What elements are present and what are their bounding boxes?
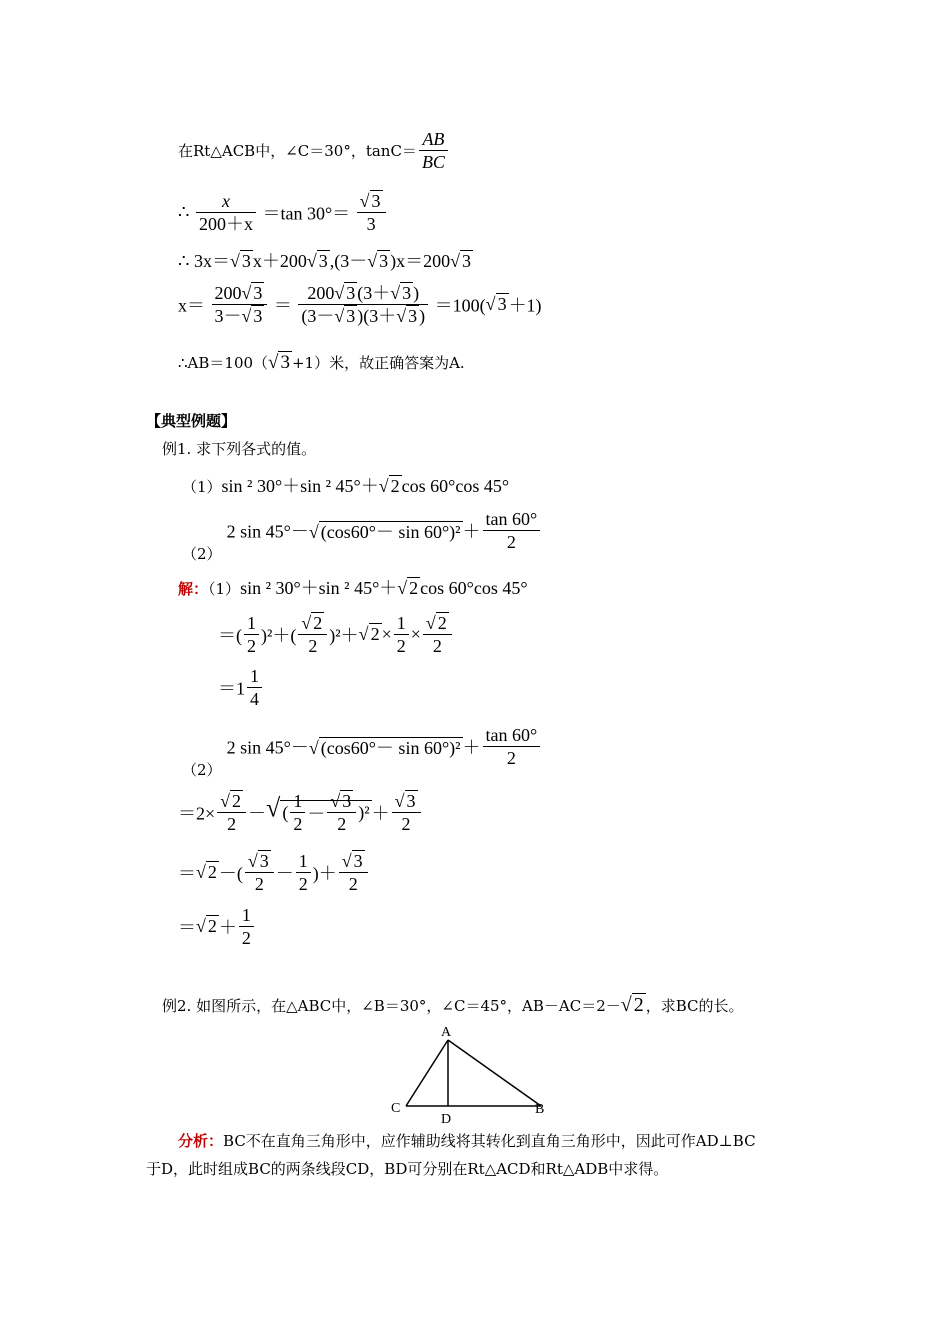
intro-conclusion: ∴AB＝100（√ 3 +1）米，故正确答案为A. xyxy=(178,352,465,373)
intro-line-tanc: 在Rt△ACB中，∠C＝30°，tanC＝ $\frac{AB}{BC}$ xyxy=(178,128,450,173)
example2-statement: 例2. 如图所示，在△ABC中，∠B＝30°，∠C＝45°，AB－AC＝2－√ 2 ，求BC的长。 xyxy=(162,994,744,1016)
analysis-line-1: 分析：BC不在直角三角形中，应作辅助线将其转化到直角三角形中，因此可作AD⊥BC xyxy=(178,1132,756,1150)
vertex-label-c: C xyxy=(391,1101,401,1116)
intro-line-equation-2: ∴ 3x＝√ 3 x＋200√ 3 ,(3－√ 3 )x＝200√ 3 xyxy=(178,251,472,271)
solution-part1: 解：（1）sin ² 30°＋sin ² 45°＋√ 2 cos 60°cos 45° xyxy=(178,578,528,598)
sqrt: √ 3 xyxy=(359,191,381,211)
side-ac xyxy=(406,1040,448,1106)
side-ab xyxy=(448,1040,541,1106)
analysis-label: 分析： xyxy=(178,1132,224,1150)
fraction-sqrt3-over-3: $\frac{√ 3}{3}$ xyxy=(357,190,386,235)
solution-part1-step1: ＝( $\frac{1}{2}$ )²＋( $\frac{√ 2}{2}$ )²＋√ 2 × $\frac{1}{2}$ × $\frac{√ 2}{2}$ xyxy=(218,612,454,657)
vertex-label-b: B xyxy=(535,1102,545,1117)
fraction-ab-bc: $\frac{AB}{BC}$ xyxy=(419,128,448,173)
solution-label: 解： xyxy=(178,580,209,598)
example1-title: 例1. 求下列各式的值。 xyxy=(162,440,317,458)
solution-part2-step1: ＝2× $\frac{√ 2}{2}$ －√ ( $\frac{1}{2}$ － $\frac{√ 3}{2}$ )² ＋ $\frac{√ 3}{2}$ xyxy=(178,790,423,835)
analysis-line-2: 于D，此时组成BC的两条线段CD，BD可分别在Rt△ACD和Rt△ADB中求得。 xyxy=(146,1160,669,1178)
fraction-1: $\frac{200√ 3}{3-√ 3}$ xyxy=(212,282,268,327)
sqrt: √ 3 xyxy=(367,251,389,271)
solution-part2-step2: ＝√ 2 －( $\frac{√ 3}{2}$ － $\frac{1}{2}$ )＋ $\frac{√ 3}{2}$ xyxy=(178,850,370,895)
solution-part2: （2） 2 sin 45°－√ (cos60°－ sin 60°)² ＋ $\frac{\tan 60^\circ}{2}$ xyxy=(182,724,542,780)
fraction-2: $\frac{200√ 3 (3+√ 3 )}{(3-√ 3 )(3+√ 3 )}$ xyxy=(298,282,428,327)
example1-part2: （2） 2 sin 45°－√ (cos60°－ sin 60°)² ＋ $\frac{\tan 60^\circ}{2}$ xyxy=(182,508,542,564)
sqrt: √ 3 xyxy=(306,251,328,271)
solution-part1-result: ＝1 $\frac{1}{4}$ xyxy=(218,665,264,710)
intro-line-equation-3: x＝ $\frac{200√ 3}{3-√ 3}$ ＝ $\frac{200√ 3 (3+√ 3 )}{(3-√ 3 )(3+√ 3 )}$ ＝100(√ 3 ＋1) xyxy=(178,283,542,326)
sqrt: √ 3 xyxy=(450,251,472,271)
vertex-label-a: A xyxy=(441,1025,452,1040)
intro-line-equation-1: ∴ $\frac{x}{200+x}$ ＝tan 30°＝ $\frac{√ 3}{3}$ xyxy=(178,190,388,235)
sqrt: √ 3 xyxy=(229,251,251,271)
solution-part2-result: ＝√ 2 ＋ $\frac{1}{2}$ xyxy=(178,904,256,949)
section-title: 【典型例题】 xyxy=(146,412,237,430)
example1-part1: （1）sin ² 30°＋sin ² 45°＋√ 2 cos 60°cos 45° xyxy=(182,476,510,496)
vertex-label-d: D xyxy=(441,1112,452,1125)
triangle-diagram xyxy=(385,1020,560,1125)
fraction-x: $\frac{x}{200+x}$ xyxy=(196,190,256,235)
